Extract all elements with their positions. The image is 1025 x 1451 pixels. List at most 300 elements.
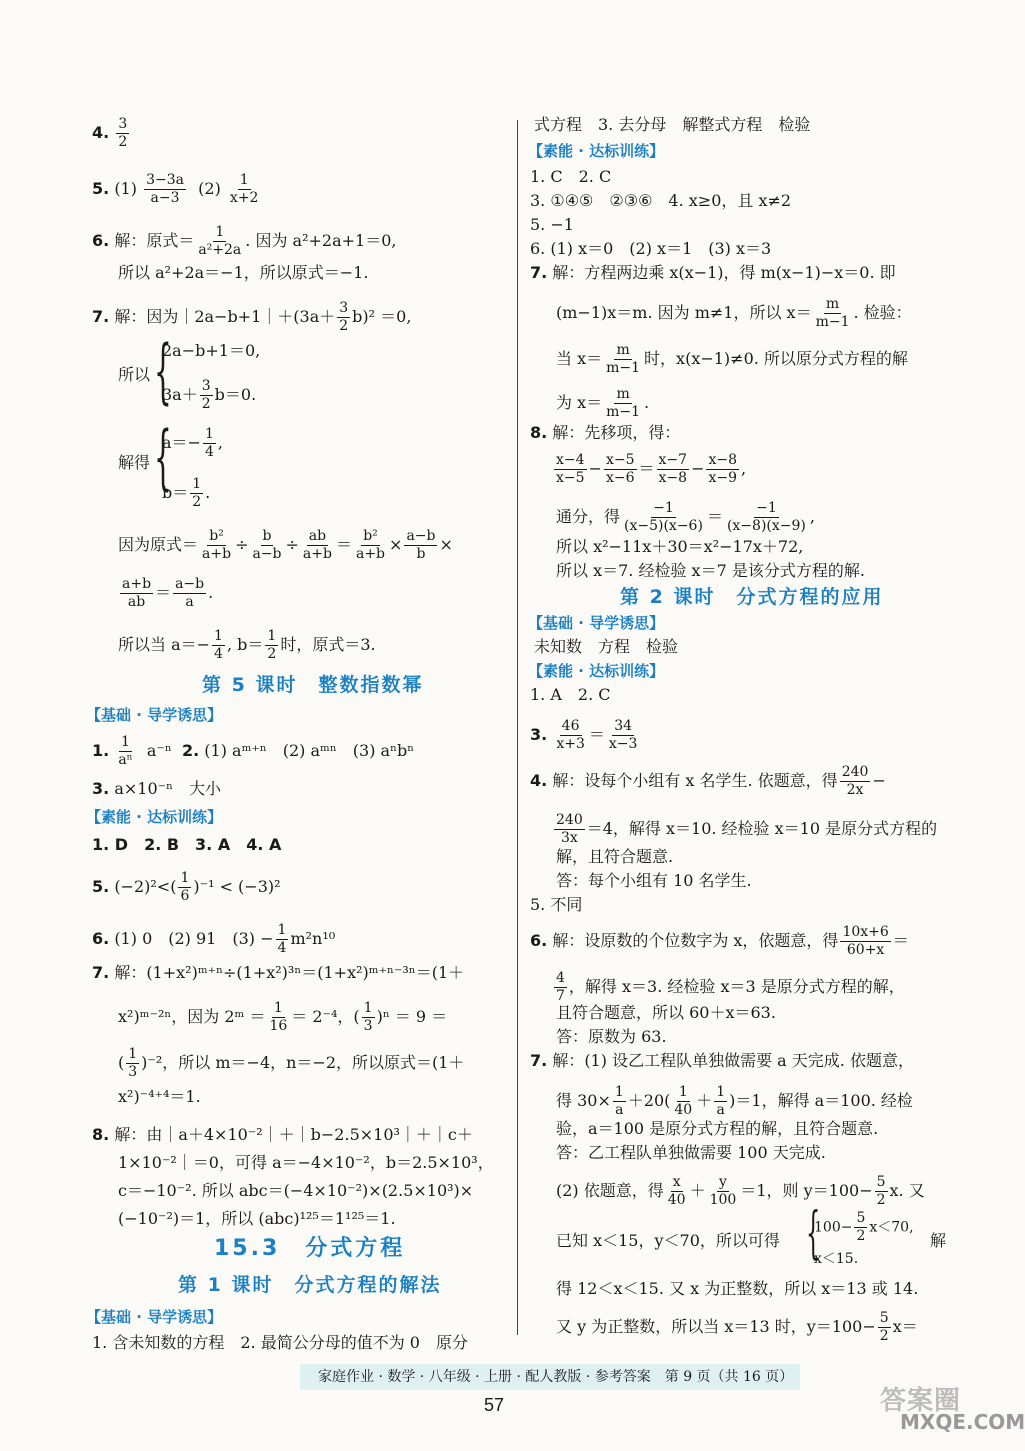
- denominator: b: [416, 546, 426, 562]
- denominator: x−6: [605, 470, 635, 486]
- text: ＋: [689, 1181, 706, 1200]
- text: ＝4，解得 x＝10. 经检验 x＝10 是原分式方程的: [586, 819, 938, 838]
- fraction: [714, 1084, 727, 1119]
- numerator: a−b: [406, 528, 436, 544]
- fraction: [212, 628, 225, 663]
- text: b＝: [162, 483, 189, 502]
- denominator: a: [716, 1102, 725, 1118]
- app-5: 5. 不同: [530, 895, 583, 914]
- text-line: 已知 x＜15，y＜70，所以可得: [556, 1231, 780, 1250]
- text: ＝1，则 y＝100−: [740, 1181, 873, 1200]
- answer-6: [92, 224, 396, 259]
- q-num: 6.: [92, 231, 110, 250]
- expression-line: [118, 528, 453, 563]
- text: . 因为 a²+2a+1＝0,: [245, 231, 397, 250]
- text-line: 解，且符合题意.: [556, 847, 674, 866]
- fraction: [554, 970, 567, 1005]
- q-num: 1.: [92, 741, 110, 760]
- fraction: [178, 870, 191, 905]
- denominator: x−5: [556, 470, 585, 486]
- numerator: a−b: [175, 576, 205, 592]
- denominator: 4: [277, 940, 287, 956]
- basic-3: [92, 778, 221, 800]
- text-line: (−10⁻²)＝1，所以 (abc)¹²⁵＝1¹²⁵＝1.: [118, 1209, 396, 1228]
- q-num: 6.: [92, 929, 110, 948]
- text-line: x²)⁻⁴⁺⁴＝1.: [118, 1087, 201, 1106]
- operator: ×: [439, 535, 453, 554]
- fraction: [613, 1084, 626, 1119]
- numerator: x−8: [708, 452, 738, 468]
- text: 因为原式＝: [118, 535, 199, 554]
- text: 100−: [814, 1219, 853, 1236]
- text: 解：因为｜2a−b+1｜＋(3a＋: [114, 307, 336, 326]
- denominator: 60+x: [846, 942, 885, 958]
- denominator: 2: [201, 396, 211, 412]
- fraction: [657, 452, 690, 487]
- denominator: 40: [674, 1102, 693, 1118]
- equation-line: [556, 500, 815, 535]
- fraction: [725, 500, 808, 535]
- text: 当 x＝: [556, 349, 603, 368]
- numerator: 4: [556, 970, 565, 986]
- numerator: x−4: [556, 452, 585, 468]
- denominator: 2: [876, 1192, 886, 1208]
- inequality: x＜15.: [814, 1251, 859, 1267]
- text-line: 所以 x＝7. 经检验 x＝7 是该分式方程的解.: [556, 561, 865, 580]
- basic-answers: 1. 含未知数的方程 2. 最简公分母的值不为 0 原分: [92, 1333, 468, 1352]
- text: . 检验：: [853, 303, 912, 322]
- section-tag: 【素能 · 达标训练】: [528, 142, 665, 160]
- fraction: [200, 378, 213, 413]
- denominator: x−9: [708, 470, 738, 486]
- text: 解: [930, 1231, 947, 1250]
- text-line: [556, 342, 908, 377]
- watermark-url: MXQE.COM: [900, 1410, 1025, 1434]
- text: .: [208, 583, 214, 602]
- text: a×10⁻ⁿ 大小: [114, 779, 221, 798]
- answer-5: [92, 172, 262, 207]
- numerator: x: [672, 1174, 681, 1190]
- denominator: aⁿ: [118, 752, 133, 768]
- text-line: [556, 1084, 913, 1119]
- basic-answers: 未知数 方程 检验: [534, 637, 679, 656]
- fraction: [878, 1310, 891, 1345]
- text: −: [872, 771, 886, 790]
- denominator: 2: [339, 318, 349, 334]
- operator: ＝: [335, 535, 352, 554]
- fraction: [708, 1174, 739, 1209]
- text: ＝ 2⁻⁴，(: [291, 1007, 360, 1026]
- fraction: [250, 528, 283, 563]
- text: 所以当 a＝−: [118, 635, 211, 654]
- answer-5: 5. −1: [530, 215, 574, 234]
- answer-7: [92, 300, 411, 335]
- text-line: [552, 812, 937, 847]
- denominator: 4: [204, 444, 214, 460]
- denominator: a²+2a: [198, 242, 242, 258]
- denominator: 3: [363, 1018, 373, 1034]
- denominator: a: [615, 1102, 624, 1118]
- numerator: b: [262, 528, 272, 544]
- text-line: [118, 1000, 447, 1035]
- text-line: [118, 1046, 464, 1081]
- numerator: 3−3a: [146, 172, 184, 188]
- denominator: 2: [879, 1328, 889, 1344]
- equation-line: [552, 452, 746, 487]
- text: .: [205, 483, 211, 502]
- fraction: [814, 296, 852, 331]
- text: 解：原式＝: [114, 231, 195, 250]
- denominator: a−b: [252, 546, 282, 562]
- skill-5: [92, 870, 281, 905]
- app-4: [530, 764, 886, 799]
- numerator: x−7: [658, 452, 688, 468]
- fraction: [604, 386, 642, 421]
- text: a⁻ⁿ: [146, 741, 172, 760]
- q-num: 3.: [530, 725, 548, 744]
- section-tag: 【基础 · 导学诱思】: [528, 614, 665, 632]
- denominator: 16: [269, 1018, 288, 1034]
- part-label: (1): [114, 179, 137, 198]
- numerator: 1: [192, 476, 202, 492]
- numerator: b²: [363, 528, 378, 544]
- text: 所以: [118, 365, 151, 384]
- denominator: 3x: [560, 830, 578, 846]
- denominator: m−1: [606, 360, 641, 376]
- answer-4: [92, 116, 131, 151]
- text-line: [556, 1174, 925, 1209]
- text: 解：(1+x²)ᵐ⁺ⁿ÷(1+x²)³ⁿ＝(1+x²)ᵐ⁺ⁿ⁻³ⁿ＝(1＋: [114, 963, 465, 982]
- text: 解：由｜a＋4×10⁻²｜＋｜b−2.5×10³｜＋｜c＋: [114, 1125, 473, 1144]
- skill-8: [92, 1124, 473, 1146]
- text: 解：(1) 设乙工程队单独做需要 a 天完成. 依题意，: [552, 1051, 914, 1070]
- app-7: [530, 1050, 914, 1072]
- section-tag: 【素能 · 达标训练】: [528, 662, 665, 680]
- text: (1) aᵐ⁺ⁿ (2) aᵐⁿ (3) aⁿbⁿ: [204, 741, 415, 760]
- text: 3a＋: [162, 385, 198, 404]
- fraction: [672, 1084, 694, 1119]
- fraction: [228, 172, 261, 207]
- numerator: 1: [267, 628, 277, 644]
- q-num: 7.: [92, 963, 110, 982]
- fraction: [404, 528, 437, 563]
- numerator: 1: [363, 1000, 373, 1016]
- denominator: 2: [267, 646, 277, 662]
- text: ＋20(: [627, 1091, 671, 1110]
- operator: ×: [389, 535, 403, 554]
- fraction: [267, 1000, 289, 1035]
- denominator: ab: [127, 594, 146, 610]
- fraction: [144, 172, 186, 207]
- text: ,: [741, 459, 747, 478]
- text: m²n¹⁰: [290, 929, 336, 948]
- denominator: x+3: [556, 736, 585, 752]
- fraction: [196, 224, 243, 259]
- fraction: [337, 300, 350, 335]
- fraction: [840, 924, 890, 959]
- section-tag: 【基础 · 导学诱思】: [86, 1308, 223, 1326]
- brace-icon: {: [154, 330, 172, 412]
- numerator: b²: [209, 528, 224, 544]
- app-3: [530, 718, 641, 753]
- text: 得 30×: [556, 1091, 611, 1110]
- fraction: [875, 1174, 888, 1209]
- text-line: c＝−10⁻². 所以 abc＝(−4×10⁻²)×(2.5×10³)×: [118, 1181, 474, 1200]
- denominator: (x−8)(x−9): [726, 518, 806, 534]
- section-tag: 【基础 · 导学诱思】: [86, 706, 223, 724]
- equation: [162, 426, 223, 461]
- text-line: 答：乙工程队单独做需要 100 天完成.: [556, 1143, 826, 1162]
- text: )＝1，解得 a＝100. 经检: [729, 1091, 913, 1110]
- fraction: [840, 764, 871, 799]
- denominator: 2: [856, 1228, 866, 1244]
- text: 又 y 为正整数，所以当 x＝13 时，y＝100−: [556, 1317, 876, 1336]
- numerator: 3: [118, 116, 128, 132]
- numerator: −1: [653, 500, 674, 516]
- denominator: 7: [556, 988, 565, 1004]
- q-num: 5.: [92, 877, 110, 896]
- text: x＝: [892, 1317, 918, 1336]
- text: (−2)²<(: [114, 877, 177, 896]
- denominator: m−1: [606, 404, 641, 420]
- text: )ⁿ ＝ 9 ＝: [376, 1007, 448, 1026]
- numerator: 3: [201, 378, 211, 394]
- text: (m−1)x＝m. 因为 m≠1，所以 x＝: [556, 303, 812, 322]
- text-line: 所以 x²−11x＋30＝x²−17x＋72,: [556, 537, 804, 556]
- denominator: 3: [128, 1064, 138, 1080]
- text-line: 1×10⁻²｜＝0，可得 a＝−4×10⁻²，b＝2.5×10³，: [118, 1153, 494, 1172]
- numerator: 1: [239, 172, 249, 188]
- numerator: 5: [879, 1310, 889, 1326]
- numerator: 3: [339, 300, 349, 316]
- lesson-heading: 第 5 课时 整数指数幂: [202, 674, 424, 696]
- denominator: a+b: [355, 546, 386, 562]
- fraction: [554, 812, 585, 847]
- fraction: [706, 452, 739, 487]
- text: 解：先移项，得：: [552, 423, 681, 442]
- fraction: [203, 426, 216, 461]
- text: 时，原式＝3.: [280, 635, 376, 654]
- denominator: x−8: [658, 470, 688, 486]
- answer-6-line2: 所以 a²+2a＝−1，所以原式＝−1.: [118, 263, 369, 282]
- lesson-heading: 第 1 课时 分式方程的解法: [178, 1274, 442, 1296]
- numerator: 34: [614, 718, 633, 734]
- fraction: [190, 476, 203, 511]
- text: b)² ＝0,: [352, 307, 412, 326]
- q-num: 7.: [530, 263, 548, 282]
- numerator: −1: [756, 500, 777, 516]
- text: 通分，得: [556, 507, 621, 526]
- operator: −: [691, 459, 705, 478]
- text: ,: [809, 507, 815, 526]
- text: .: [644, 393, 650, 412]
- q-num: 3.: [92, 779, 110, 798]
- denominator: 2: [118, 134, 128, 150]
- equation: [162, 476, 210, 511]
- operator: ÷: [285, 535, 299, 554]
- fraction: [604, 452, 637, 487]
- numerator: y: [719, 1174, 727, 1190]
- answer-3: 3. ①④⑤ ②③⑥ 4. x≥0，且 x≠2: [530, 191, 792, 210]
- numerator: 46: [561, 718, 580, 734]
- fraction: [554, 452, 587, 487]
- q-num: 4.: [530, 771, 548, 790]
- numerator: x−5: [605, 452, 635, 468]
- text: 解：设原数的个位数字为 x，依题意，得: [552, 931, 839, 950]
- fraction: [622, 500, 705, 535]
- text: ,: [217, 433, 223, 452]
- numerator: 1: [277, 922, 287, 938]
- watermark-logo: 答案圈: [880, 1386, 962, 1416]
- numerator: a+b: [122, 576, 152, 592]
- text-line: [556, 386, 649, 421]
- denominator: 2: [192, 494, 202, 510]
- fraction: [354, 528, 387, 563]
- numerator: 1: [716, 1084, 726, 1100]
- denominator: a+b: [302, 546, 332, 562]
- numerator: ab: [308, 528, 327, 544]
- text-line: [552, 970, 905, 1005]
- text: (1) 0 (2) 91 (3) −: [114, 929, 274, 948]
- fraction: [301, 528, 334, 563]
- part-label: (2): [198, 179, 221, 198]
- fraction: [362, 1000, 375, 1035]
- text: 解得: [118, 453, 151, 472]
- text: 时，x(x−1)≠0. 所以原分式方程的解: [644, 349, 908, 368]
- denominator: a−3: [150, 190, 180, 206]
- denominator: x−3: [608, 736, 638, 752]
- text-line: 验，a＝100 是原分式方程的解，且符合题意.: [556, 1119, 879, 1138]
- operator: −: [588, 459, 602, 478]
- text: a＝−: [162, 433, 201, 452]
- text: )⁻²，所以 m＝−4，n＝−2，所以原式＝(1＋: [141, 1053, 465, 1072]
- q-num: 4.: [92, 123, 110, 142]
- expression-line: [118, 576, 213, 611]
- q-num: 8.: [530, 423, 548, 442]
- text: x＜70,: [869, 1219, 914, 1236]
- numerator: 240: [556, 812, 583, 828]
- skill-7: [92, 962, 464, 984]
- fraction: [116, 734, 134, 769]
- numerator: 1: [215, 224, 225, 240]
- q-num: 8.: [92, 1125, 110, 1144]
- q-num: 7.: [92, 307, 110, 326]
- operator: ＝: [706, 507, 723, 526]
- numerator: m: [616, 342, 630, 358]
- numerator: 240: [841, 764, 869, 780]
- text: x. 又: [889, 1181, 925, 1200]
- fraction: [607, 718, 640, 753]
- fraction: [200, 528, 233, 563]
- answer-6: 6. (1) x＝0 (2) x＝1 (3) x＝3: [530, 239, 772, 258]
- fraction: [554, 718, 587, 753]
- denominator: 100: [709, 1192, 737, 1208]
- fraction: [276, 922, 289, 957]
- fraction: [854, 1210, 867, 1245]
- app-6: [530, 924, 909, 959]
- denominator: x+2: [229, 190, 259, 206]
- page-number: 57: [484, 1395, 505, 1415]
- text: (2) 依题意，得: [556, 1181, 664, 1200]
- text: x²)ᵐ⁻²ⁿ，因为 2ᵐ ＝: [118, 1007, 266, 1026]
- numerator: 1: [214, 628, 223, 644]
- text-line: [556, 1310, 918, 1345]
- numerator: 1: [273, 1000, 283, 1016]
- numerator: 1: [614, 1084, 624, 1100]
- numerator: 1: [678, 1084, 688, 1100]
- text: 为 x＝: [556, 393, 603, 412]
- text-line: 式方程 3. 去分母 解整式方程 检验: [534, 115, 811, 134]
- text: 解：方程两边乘 x(x−1)，得 m(x−1)−x＝0. 即: [552, 263, 896, 282]
- denominator: 4: [214, 646, 223, 662]
- text: b＝0.: [214, 385, 257, 404]
- numerator: 1: [180, 870, 190, 886]
- answer-8: [530, 422, 680, 444]
- operator: ＝: [155, 583, 172, 602]
- denominator: 6: [180, 888, 190, 904]
- numerator: 5: [856, 1210, 866, 1226]
- denominator: (x−5)(x−6): [624, 518, 703, 534]
- text-line: 且符合题意，所以 60＋x＝63.: [556, 1003, 776, 1022]
- text-line: 答：每个小组有 10 名学生.: [556, 871, 752, 890]
- text: ＝: [892, 931, 909, 950]
- skill-6: [92, 922, 335, 957]
- q-num: 7.: [530, 1051, 548, 1070]
- text-line: 得 12＜x＜15. 又 x 为正整数，所以 x＝13 或 14.: [556, 1279, 919, 1298]
- denominator: a: [185, 594, 194, 610]
- numerator: 10x+6: [842, 924, 889, 940]
- denominator: 2x: [846, 782, 864, 798]
- conclusion-line: [118, 628, 376, 663]
- operator: ＝: [638, 459, 655, 478]
- fraction: [120, 576, 153, 611]
- fraction: [604, 342, 642, 377]
- text: (: [118, 1053, 125, 1072]
- fraction: [666, 1174, 688, 1209]
- denominator: m−1: [815, 314, 850, 330]
- text: ，解得 x＝3. 经检验 x＝3 是原分式方程的解，: [568, 977, 905, 996]
- basic-1: [92, 734, 414, 769]
- section-tag: 【素能 · 达标训练】: [86, 808, 223, 826]
- mc-answers: 1. C 2. C: [530, 167, 612, 186]
- text-line: 答：原数为 63.: [556, 1027, 667, 1046]
- denominator: a+b: [202, 546, 232, 562]
- brace-icon: {: [806, 1201, 821, 1266]
- numerator: 1: [128, 1046, 138, 1062]
- section-heading: 15.3 分式方程: [214, 1236, 406, 1261]
- fraction: [265, 628, 278, 663]
- text: , b＝: [226, 635, 264, 654]
- equation: [162, 378, 256, 413]
- equation: 2a−b+1＝0,: [162, 341, 261, 360]
- fraction: [126, 1046, 139, 1081]
- mc-answers: 1. A 2. C: [530, 685, 611, 704]
- text: )⁻¹ < (−3)²: [193, 877, 281, 896]
- answer-7: [530, 262, 896, 284]
- denominator: 40: [667, 1192, 686, 1208]
- operator: ＝: [588, 725, 605, 744]
- q-num: 2.: [181, 741, 200, 760]
- brace-icon: {: [154, 416, 172, 498]
- numerator: 1: [204, 426, 214, 442]
- numerator: m: [825, 296, 840, 312]
- q-num: 5.: [92, 179, 110, 198]
- operator: ÷: [235, 535, 249, 554]
- text: ＋: [696, 1091, 713, 1110]
- mc-answers: 1. D 2. B 3. A 4. A: [92, 835, 282, 854]
- numerator: m: [616, 386, 630, 402]
- footer-text: 家庭作业 · 数学 · 八年级 · 上册 · 配人教版 · 参考答案 第 9 页（共 16 页）: [318, 1369, 794, 1385]
